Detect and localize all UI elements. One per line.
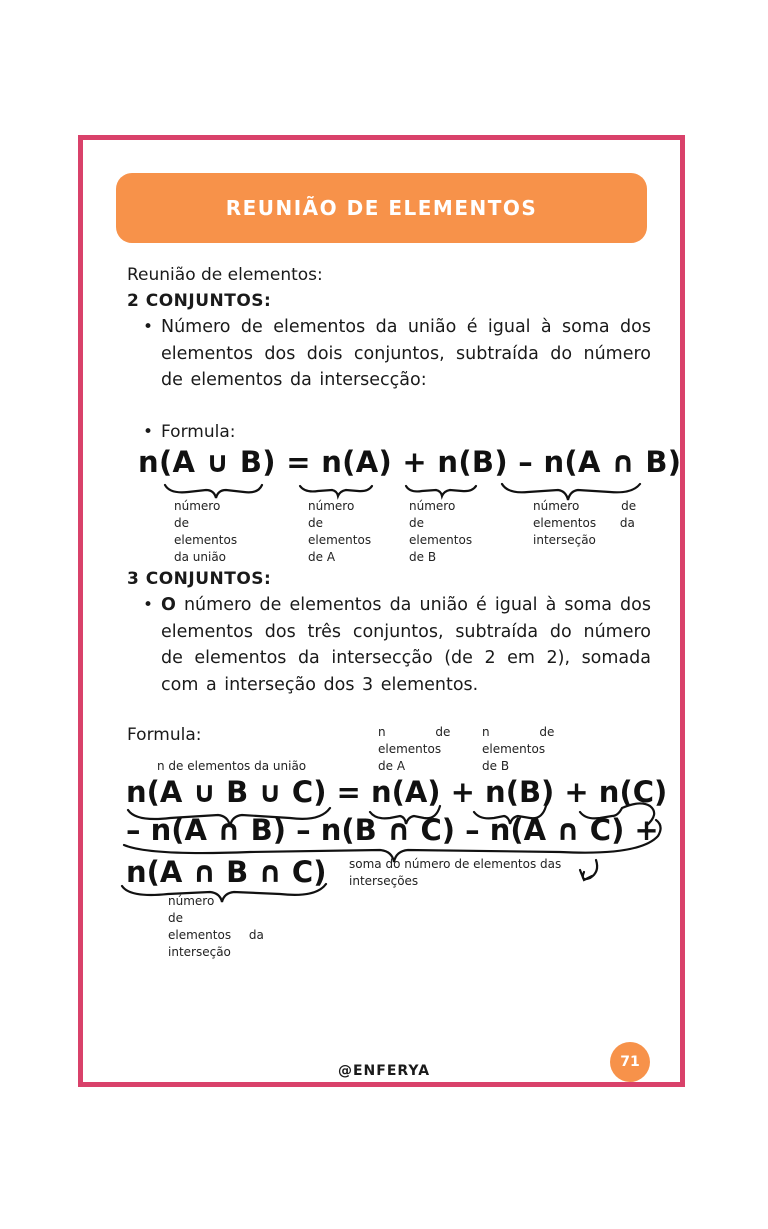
annotation-line: de A xyxy=(308,550,336,564)
annotation-line: elementos xyxy=(409,533,473,547)
note-line: n de xyxy=(482,725,555,739)
intro-text: Reunião de elementos: xyxy=(127,265,323,285)
page-title: REUNIÃO DE ELEMENTOS xyxy=(225,196,538,220)
bullet-text: Formula: xyxy=(161,422,236,442)
formula-label: Formula: xyxy=(127,725,202,745)
annotation-intersection xyxy=(533,498,639,549)
note-a xyxy=(378,724,454,775)
bullet-dot: • xyxy=(143,595,154,615)
note-line: elementos da xyxy=(168,928,264,942)
annotation-b xyxy=(409,498,491,566)
note-line: soma do número de elementos das xyxy=(349,857,562,871)
section-two-heading: 2 CONJUNTOS: xyxy=(127,291,272,311)
section-two-bullet-1 xyxy=(143,314,651,394)
bullet-dot: • xyxy=(143,422,154,442)
section-two-bullet-2 xyxy=(143,419,235,445)
footer-handle: @ENFERYA xyxy=(337,1063,431,1079)
note-union: n de elementos da união xyxy=(157,759,307,773)
formula-three-line-2: – n(A ∩ B) – n(B ∩ C) – n(A ∩ C) + xyxy=(126,813,659,847)
annotation-line: número de xyxy=(308,499,355,530)
annotation-line: número de xyxy=(533,499,637,513)
note-line: de A xyxy=(378,759,406,773)
annotation-line: número de xyxy=(409,499,456,530)
formula-two-sets: n(A ∪ B) = n(A) + n(B) – n(A ∩ B) xyxy=(138,445,682,479)
bullet-text: Número de elementos da união é igual à soma dos elementos dos dois conjuntos, subtraída do número de elementos da intersecção: xyxy=(161,317,651,390)
note-line: n de xyxy=(378,725,451,739)
section-three-bullet xyxy=(143,592,651,698)
note-intersection xyxy=(168,893,270,961)
note-line: de B xyxy=(482,759,510,773)
note-line: interseções xyxy=(349,874,419,888)
title-banner xyxy=(116,173,647,243)
formula-three-line-3: n(A ∩ B ∩ C) xyxy=(126,855,327,889)
note-line: elementos xyxy=(378,742,442,756)
annotation-line: elementos da xyxy=(533,516,635,530)
annotation-line: elementos xyxy=(174,533,238,547)
annotation-a xyxy=(308,498,390,566)
annotation-union xyxy=(174,498,254,566)
annotation-line: elementos xyxy=(308,533,372,547)
annotation-line: interseção xyxy=(533,533,596,547)
note-line: interseção xyxy=(168,945,231,959)
note-line: número de xyxy=(168,894,215,925)
section-three-heading: 3 CONJUNTOS: xyxy=(127,569,272,589)
formula-three-line-1: n(A ∪ B ∪ C) = n(A) + n(B) + n(C) xyxy=(126,775,668,809)
annotation-line: de B xyxy=(409,550,437,564)
bullet-dot: • xyxy=(143,317,154,337)
bullet-body: número de elementos da união é igual à soma dos elementos dos três conjuntos, subtraída do número de elementos da intersecção (de 2 em 2), somada com a interseção dos 3 elementos. xyxy=(161,595,651,695)
annotation-line: número de xyxy=(174,499,221,530)
bullet-text xyxy=(161,592,651,698)
note-sum xyxy=(349,856,561,890)
page-number-badge: 71 xyxy=(610,1042,650,1082)
note-line: elementos xyxy=(482,742,546,756)
note-b xyxy=(482,724,558,775)
annotation-line: da união xyxy=(174,550,227,564)
bullet-bold-word: O xyxy=(161,595,176,615)
